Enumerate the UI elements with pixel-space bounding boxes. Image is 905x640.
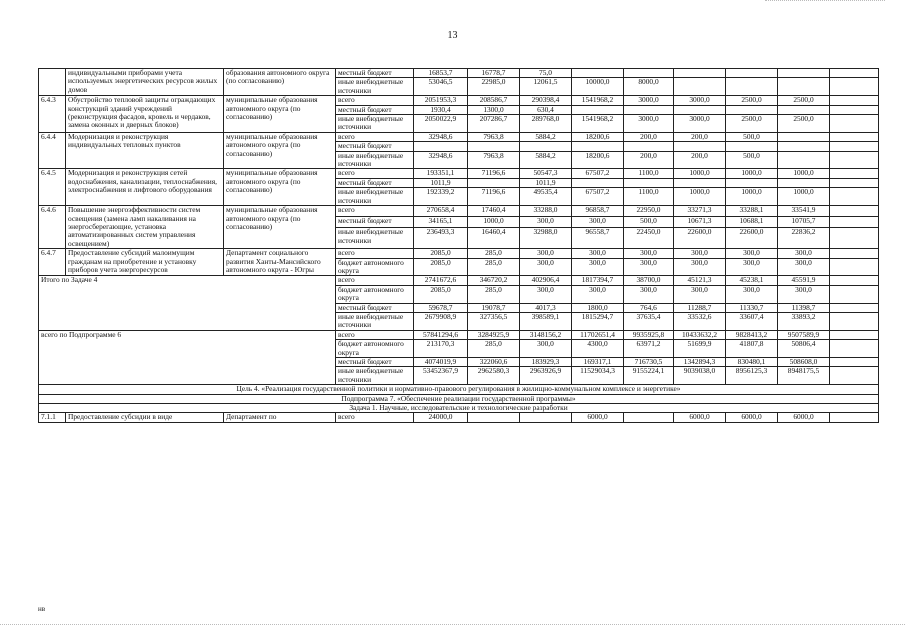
amount-cell: 1000,0 [468, 217, 520, 228]
funding-source: иные внебюджетные источники [336, 188, 414, 206]
amount-cell: 1000,0 [778, 169, 830, 178]
amount-cell: 300,0 [624, 249, 674, 258]
scan-edge-mark-bottom [0, 624, 905, 626]
amount-cell: 5884,2 [520, 151, 572, 169]
amount-cell: 11288,7 [674, 303, 726, 312]
amount-cell [624, 105, 674, 114]
amount-cell: 2962580,3 [468, 367, 520, 385]
amount-cell: 402906,4 [520, 276, 572, 285]
amount-cell: 3284925,9 [468, 330, 520, 339]
amount-cell: 200,0 [674, 151, 726, 169]
amount-cell [830, 151, 879, 169]
amount-cell: 300,0 [778, 258, 830, 276]
amount-cell: 9935925,8 [624, 330, 674, 339]
amount-cell: 37635,4 [624, 312, 674, 330]
amount-cell: 63971,2 [624, 340, 674, 358]
funding-source: иные внебюджетные источники [336, 78, 414, 96]
amount-cell: 1011,9 [414, 178, 468, 187]
amount-cell: 1000,0 [674, 169, 726, 178]
amount-cell: 2500,0 [778, 96, 830, 105]
amount-cell [830, 258, 879, 276]
amount-cell: 8948175,5 [778, 367, 830, 385]
amount-cell: 8956125,3 [726, 367, 778, 385]
amount-cell: 300,0 [520, 217, 572, 228]
funding-source: всего [336, 276, 414, 285]
amount-cell: 300,0 [572, 249, 624, 258]
amount-cell: 22985,0 [468, 78, 520, 96]
amount-cell: 2500,0 [726, 96, 778, 105]
amount-cell: 6000,0 [726, 413, 778, 422]
amount-cell [830, 178, 879, 187]
amount-cell: 33532,6 [674, 312, 726, 330]
amount-cell: 53452367,9 [414, 367, 468, 385]
funding-source: всего [336, 169, 414, 178]
funding-source: местный бюджет [336, 142, 414, 151]
amount-cell [778, 178, 830, 187]
amount-cell [468, 142, 520, 151]
amount-cell [726, 142, 778, 151]
amount-cell: 346720,2 [468, 276, 520, 285]
amount-cell: 285,0 [468, 285, 520, 303]
budget-table-container [38, 68, 858, 423]
amount-cell: 322060,6 [468, 358, 520, 367]
amount-cell [830, 303, 879, 312]
amount-cell: 300,0 [674, 285, 726, 303]
amount-cell: 6000,0 [674, 413, 726, 422]
executor: Департамент социального развития Ханты-Мансийского автономного округа - Югры [224, 249, 336, 276]
amount-cell: 192339,2 [414, 188, 468, 206]
executor: муниципальные образования автономного округа (по согласованию) [224, 206, 336, 249]
amount-cell: 49535,4 [520, 188, 572, 206]
amount-cell: 4074019,9 [414, 358, 468, 367]
amount-cell [726, 69, 778, 78]
amount-cell: 10433632,2 [674, 330, 726, 339]
amount-cell: 18200,6 [572, 132, 624, 141]
amount-cell [414, 142, 468, 151]
amount-cell: 34165,1 [414, 217, 468, 228]
executor: муниципальные образования автономного округа (по согласованию) [224, 169, 336, 206]
amount-cell [674, 69, 726, 78]
amount-cell: 33607,4 [726, 312, 778, 330]
table-row [39, 206, 879, 217]
amount-cell: 10688,1 [726, 217, 778, 228]
amount-cell: 1342894,3 [674, 358, 726, 367]
amount-cell: 10000,0 [572, 78, 624, 96]
amount-cell [674, 78, 726, 96]
amount-cell: 59678,7 [414, 303, 468, 312]
amount-cell: 6000,0 [778, 413, 830, 422]
amount-cell: 1541968,2 [572, 96, 624, 105]
amount-cell: 6000,0 [572, 413, 624, 422]
amount-cell: 1000,0 [726, 169, 778, 178]
amount-cell: 9039038,0 [674, 367, 726, 385]
amount-cell [778, 78, 830, 96]
amount-cell [830, 206, 879, 217]
total-label: Итого по Задаче 4 [39, 276, 336, 330]
funding-source: всего [336, 249, 414, 258]
amount-cell [674, 142, 726, 151]
amount-cell: 1000,0 [726, 188, 778, 206]
amount-cell: 1815294,7 [572, 312, 624, 330]
executor: муниципальные образования автономного округа (по согласованию) [224, 132, 336, 169]
amount-cell: 500,0 [624, 217, 674, 228]
funding-source: иные внебюджетные источники [336, 367, 414, 385]
amount-cell: 32948,6 [414, 151, 468, 169]
amount-cell: 300,0 [572, 258, 624, 276]
amount-cell: 16460,4 [468, 228, 520, 249]
section-banner-row [39, 404, 879, 413]
amount-cell: 2085,0 [414, 285, 468, 303]
table-row [39, 413, 879, 422]
amount-cell: 1000,0 [778, 188, 830, 206]
amount-cell: 1800,0 [572, 303, 624, 312]
amount-cell: 300,0 [520, 285, 572, 303]
measure-name: Модернизация и реконструкция сетей водоснабжения, канализации, теплоснабжения, электроснабжения и лифтового оборудования [66, 169, 224, 206]
amount-cell [830, 142, 879, 151]
amount-cell: 9828413,2 [726, 330, 778, 339]
amount-cell: 200,0 [624, 151, 674, 169]
amount-cell [468, 178, 520, 187]
amount-cell [830, 169, 879, 178]
amount-cell: 300,0 [726, 285, 778, 303]
section-banner-row [39, 394, 879, 403]
executor: Департамент по [224, 413, 336, 422]
amount-cell: 193351,1 [414, 169, 468, 178]
measure-name: Обустройство тепловой защиты ограждающих конструкций зданий учреждений (реконструкция фасадов, кровель и чердаков, замена оконных и дверных блоков) [66, 96, 224, 133]
funding-source: иные внебюджетные источники [336, 228, 414, 249]
amount-cell [520, 142, 572, 151]
amount-cell: 10671,3 [674, 217, 726, 228]
amount-cell: 33541,9 [778, 206, 830, 217]
table-row [39, 96, 879, 105]
page-footnote: нв [38, 605, 46, 613]
amount-cell [830, 217, 879, 228]
amount-cell: 2051953,3 [414, 96, 468, 105]
funding-source: местный бюджет [336, 178, 414, 187]
amount-cell: 300,0 [520, 249, 572, 258]
amount-cell [624, 142, 674, 151]
amount-cell: 67507,2 [572, 188, 624, 206]
amount-cell: 2741672,6 [414, 276, 468, 285]
amount-cell [726, 78, 778, 96]
amount-cell [778, 69, 830, 78]
amount-cell [830, 96, 879, 105]
amount-cell: 9155224,1 [624, 367, 674, 385]
amount-cell: 33288,0 [520, 206, 572, 217]
amount-cell [830, 188, 879, 206]
amount-cell: 19078,7 [468, 303, 520, 312]
section-banner-text: Подпрограмма 7. «Обеспечение реализации государственной программы» [39, 394, 879, 403]
funding-source: бюджет автономного округа [336, 258, 414, 276]
amount-cell: 2963926,9 [520, 367, 572, 385]
amount-cell [624, 69, 674, 78]
amount-cell: 270658,4 [414, 206, 468, 217]
amount-cell: 830480,1 [726, 358, 778, 367]
amount-cell: 207286,7 [468, 115, 520, 133]
row-code: 6.4.6 [39, 206, 66, 249]
amount-cell: 22450,0 [624, 228, 674, 249]
total-row [39, 330, 879, 339]
amount-cell: 508608,0 [778, 358, 830, 367]
amount-cell: 300,0 [520, 258, 572, 276]
amount-cell: 716730,5 [624, 358, 674, 367]
amount-cell: 300,0 [572, 217, 624, 228]
amount-cell [674, 178, 726, 187]
amount-cell: 2679908,9 [414, 312, 468, 330]
amount-cell [830, 69, 879, 78]
amount-cell: 300,0 [572, 285, 624, 303]
table-body [39, 69, 879, 423]
section-banner-text: Цель 4. «Реализация государственной политики и нормативно-правового регулирования в жилищно-коммунальном комплексе и энергетике» [39, 385, 879, 394]
table-row [39, 169, 879, 178]
amount-cell: 183929,3 [520, 358, 572, 367]
amount-cell: 1817394,7 [572, 276, 624, 285]
amount-cell [520, 413, 572, 422]
amount-cell: 1300,0 [468, 105, 520, 114]
amount-cell [830, 285, 879, 303]
funding-source: местный бюджет [336, 358, 414, 367]
funding-source: иные внебюджетные источники [336, 151, 414, 169]
amount-cell: 53046,5 [414, 78, 468, 96]
amount-cell [778, 151, 830, 169]
amount-cell: 9507589,9 [778, 330, 830, 339]
amount-cell [778, 142, 830, 151]
amount-cell: 1100,0 [624, 188, 674, 206]
amount-cell: 285,0 [468, 340, 520, 358]
measure-name: индивидуальными приборами учета используемых энергетических ресурсов жилых домов [66, 69, 224, 96]
amount-cell: 208586,7 [468, 96, 520, 105]
scan-edge-mark-top [765, 0, 885, 2]
amount-cell: 96858,7 [572, 206, 624, 217]
amount-cell: 3000,0 [674, 115, 726, 133]
amount-cell [778, 105, 830, 114]
amount-cell: 96558,7 [572, 228, 624, 249]
amount-cell: 2500,0 [726, 115, 778, 133]
amount-cell: 200,0 [624, 132, 674, 141]
amount-cell [726, 178, 778, 187]
amount-cell: 17460,4 [468, 206, 520, 217]
amount-cell: 1000,0 [674, 188, 726, 206]
amount-cell: 4300,0 [572, 340, 624, 358]
amount-cell: 3000,0 [674, 96, 726, 105]
funding-source: всего [336, 206, 414, 217]
amount-cell [624, 178, 674, 187]
funding-source: всего [336, 96, 414, 105]
amount-cell: 3000,0 [624, 96, 674, 105]
amount-cell: 16853,7 [414, 69, 468, 78]
executor: образования автономного округа (по согласованию) [224, 69, 336, 96]
amount-cell: 8000,0 [624, 78, 674, 96]
amount-cell: 300,0 [674, 249, 726, 258]
funding-source: всего [336, 330, 414, 339]
amount-cell: 300,0 [726, 258, 778, 276]
funding-source: всего [336, 413, 414, 422]
amount-cell: 2050022,9 [414, 115, 468, 133]
amount-cell: 5884,2 [520, 132, 572, 141]
section-banner-text: Задача 1. Научные, исследовательские и технологические разработки [39, 404, 879, 413]
amount-cell [830, 330, 879, 339]
amount-cell: 71196,6 [468, 169, 520, 178]
amount-cell: 500,0 [726, 132, 778, 141]
amount-cell: 57841294,6 [414, 330, 468, 339]
amount-cell: 11529034,3 [572, 367, 624, 385]
amount-cell: 10705,7 [778, 217, 830, 228]
amount-cell [830, 358, 879, 367]
amount-cell: 300,0 [778, 285, 830, 303]
amount-cell [830, 340, 879, 358]
amount-cell: 630,4 [520, 105, 572, 114]
amount-cell: 11398,7 [778, 303, 830, 312]
amount-cell: 16778,7 [468, 69, 520, 78]
amount-cell: 45238,1 [726, 276, 778, 285]
amount-cell: 764,6 [624, 303, 674, 312]
amount-cell: 200,0 [674, 132, 726, 141]
amount-cell: 213170,3 [414, 340, 468, 358]
amount-cell [830, 78, 879, 96]
amount-cell: 3000,0 [624, 115, 674, 133]
amount-cell: 50806,4 [778, 340, 830, 358]
amount-cell: 22600,0 [674, 228, 726, 249]
amount-cell: 22600,0 [726, 228, 778, 249]
section-banner-row [39, 385, 879, 394]
amount-cell: 32988,0 [520, 228, 572, 249]
budget-table [38, 68, 879, 423]
funding-source: местный бюджет [336, 105, 414, 114]
amount-cell: 327356,5 [468, 312, 520, 330]
table-row [39, 69, 879, 78]
total-label: всего по Подпрограмме 6 [39, 330, 336, 384]
row-code: 6.4.5 [39, 169, 66, 206]
amount-cell: 1011,9 [520, 178, 572, 187]
row-code: 6.4.3 [39, 96, 66, 133]
table-row [39, 249, 879, 258]
amount-cell: 38700,0 [624, 276, 674, 285]
amount-cell: 236493,3 [414, 228, 468, 249]
row-code: 6.4.4 [39, 132, 66, 169]
amount-cell: 11702651,4 [572, 330, 624, 339]
amount-cell: 50547,3 [520, 169, 572, 178]
amount-cell: 71196,6 [468, 188, 520, 206]
amount-cell [778, 132, 830, 141]
amount-cell [830, 249, 879, 258]
amount-cell [726, 105, 778, 114]
amount-cell: 3148156,2 [520, 330, 572, 339]
amount-cell: 51699,9 [674, 340, 726, 358]
amount-cell: 41807,8 [726, 340, 778, 358]
measure-name: Предоставление субсидии в виде [66, 413, 224, 422]
amount-cell: 398589,1 [520, 312, 572, 330]
amount-cell: 12061,5 [520, 78, 572, 96]
amount-cell [830, 228, 879, 249]
amount-cell: 2085,0 [414, 249, 468, 258]
amount-cell: 7963,8 [468, 151, 520, 169]
page-number: 13 [447, 30, 458, 41]
funding-source: всего [336, 132, 414, 141]
amount-cell: 33271,3 [674, 206, 726, 217]
amount-cell: 22950,0 [624, 206, 674, 217]
executor: муниципальные образования автономного округа (по согласованию) [224, 96, 336, 133]
row-code: 7.1.1 [39, 413, 66, 422]
amount-cell [674, 105, 726, 114]
amount-cell: 1930,4 [414, 105, 468, 114]
amount-cell: 33288,1 [726, 206, 778, 217]
amount-cell [572, 105, 624, 114]
amount-cell [830, 105, 879, 114]
amount-cell: 500,0 [726, 151, 778, 169]
row-code: 6.4.7 [39, 249, 66, 276]
amount-cell: 33893,2 [778, 312, 830, 330]
amount-cell [830, 367, 879, 385]
amount-cell: 45591,9 [778, 276, 830, 285]
amount-cell: 11330,7 [726, 303, 778, 312]
amount-cell: 32948,6 [414, 132, 468, 141]
amount-cell: 169317,1 [572, 358, 624, 367]
table-row [39, 132, 879, 141]
amount-cell: 300,0 [520, 340, 572, 358]
amount-cell: 1100,0 [624, 169, 674, 178]
amount-cell: 2085,0 [414, 258, 468, 276]
amount-cell [830, 115, 879, 133]
measure-name: Предоставление субсидий малоимущим гражданам на приобретение и установку приборов учета энергоресурсов [66, 249, 224, 276]
amount-cell: 75,0 [520, 69, 572, 78]
amount-cell: 300,0 [778, 249, 830, 258]
amount-cell: 289768,0 [520, 115, 572, 133]
amount-cell: 2500,0 [778, 115, 830, 133]
amount-cell [830, 413, 879, 422]
amount-cell: 300,0 [624, 258, 674, 276]
amount-cell: 285,0 [468, 258, 520, 276]
amount-cell [830, 132, 879, 141]
funding-source: иные внебюджетные источники [336, 115, 414, 133]
amount-cell [624, 413, 674, 422]
amount-cell [830, 312, 879, 330]
amount-cell [572, 142, 624, 151]
amount-cell: 300,0 [726, 249, 778, 258]
funding-source: местный бюджет [336, 303, 414, 312]
row-code [39, 69, 66, 96]
amount-cell: 1541968,2 [572, 115, 624, 133]
funding-source: бюджет автономного округа [336, 340, 414, 358]
amount-cell: 285,0 [468, 249, 520, 258]
amount-cell: 18200,6 [572, 151, 624, 169]
amount-cell: 300,0 [674, 258, 726, 276]
measure-name: Модернизация и реконструкция индивидуальных тепловых пунктов [66, 132, 224, 169]
funding-source: иные внебюджетные источники [336, 312, 414, 330]
amount-cell: 300,0 [624, 285, 674, 303]
measure-name: Повышение энергоэффективности систем освещения (замена ламп накаливания на энергосберегающие, установка автоматизированных систем управления освещением) [66, 206, 224, 249]
amount-cell: 4017,3 [520, 303, 572, 312]
amount-cell: 24000,0 [414, 413, 468, 422]
funding-source: бюджет автономного округа [336, 285, 414, 303]
amount-cell: 290398,4 [520, 96, 572, 105]
amount-cell: 45121,3 [674, 276, 726, 285]
amount-cell: 22836,2 [778, 228, 830, 249]
amount-cell [468, 413, 520, 422]
funding-source: местный бюджет [336, 217, 414, 228]
amount-cell [572, 178, 624, 187]
funding-source: местный бюджет [336, 69, 414, 78]
amount-cell [572, 69, 624, 78]
amount-cell: 7963,8 [468, 132, 520, 141]
amount-cell [830, 276, 879, 285]
total-row [39, 276, 879, 285]
amount-cell: 67507,2 [572, 169, 624, 178]
